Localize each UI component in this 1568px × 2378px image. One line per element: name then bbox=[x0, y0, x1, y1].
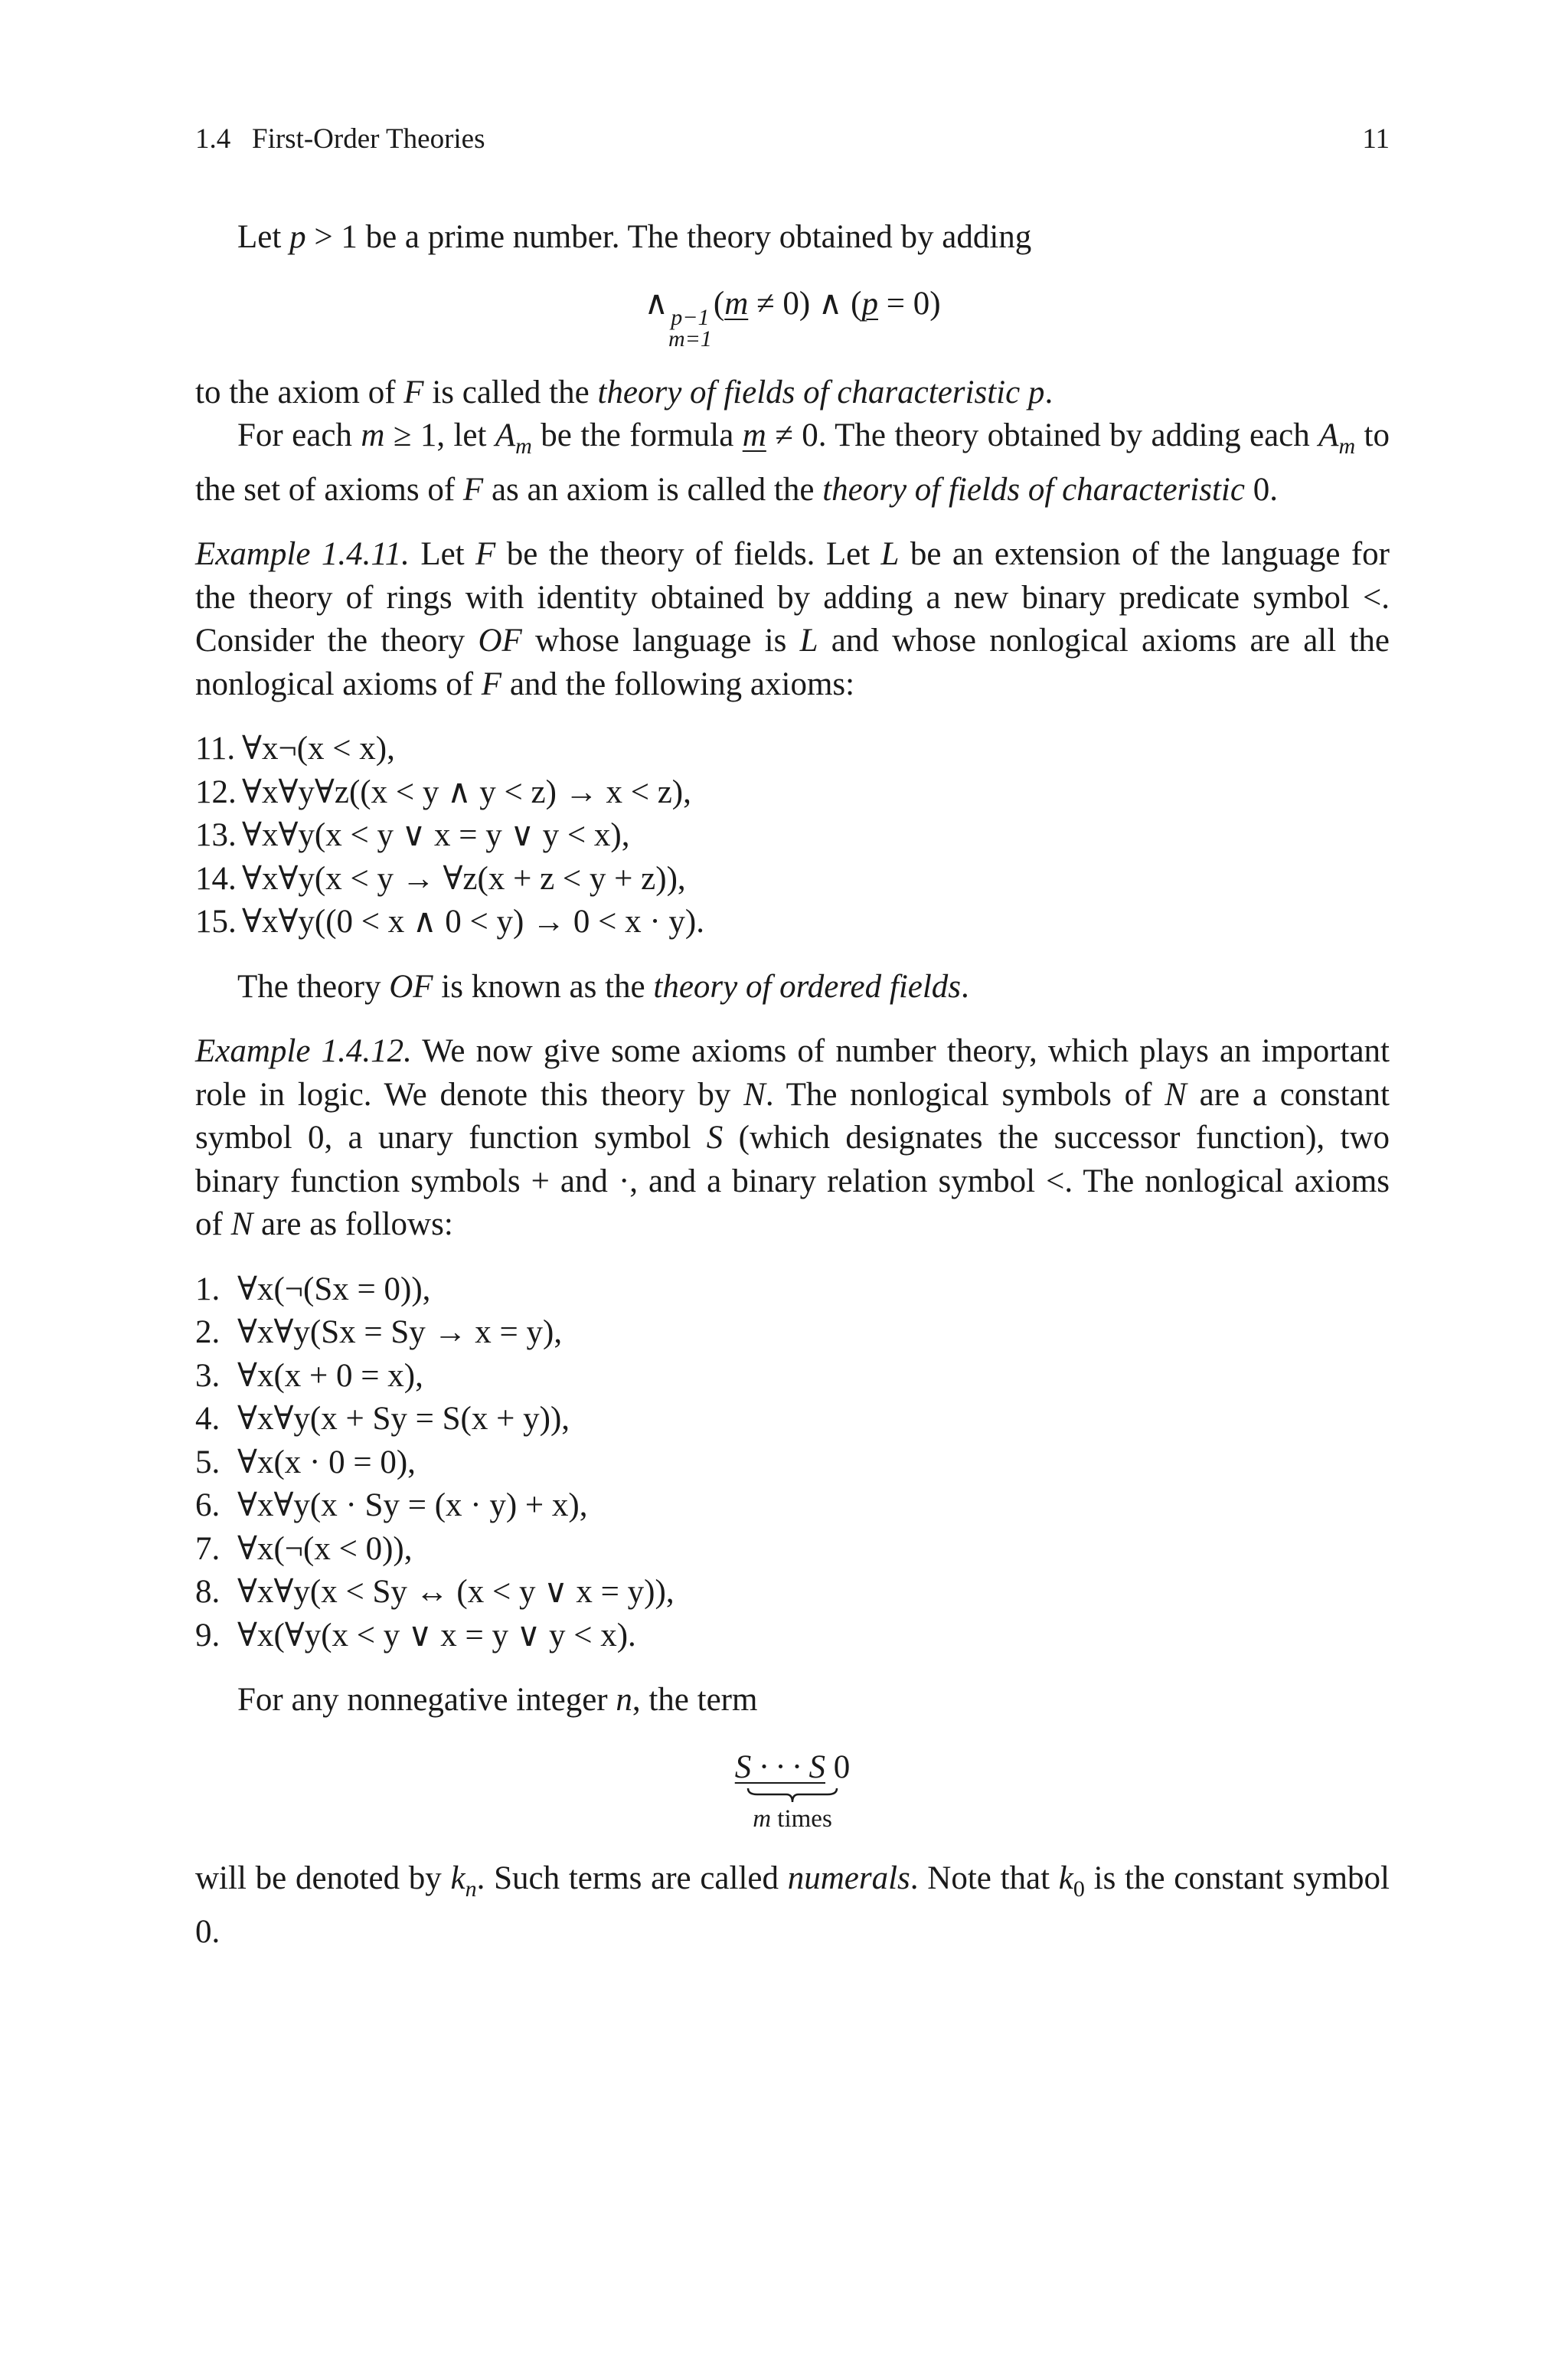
example-1-4-11: Example 1.4.11. Let F be the theory of fields. Let L be an extension of the language for the theory of rings with identity obtained by adding a new binary predicate symbol <. Consider the theory OF whose language is L and whose nonlogical axioms are all the nonlogical axioms of F and the following axioms: bbox=[195, 536, 1390, 702]
body-text bbox=[195, 216, 1390, 1954]
list-item: 12. ∀x∀y∀z((x < y ∧ y < z) → x < z), bbox=[195, 774, 691, 810]
paragraph-char-zero: For each m ≥ 1, let $A_m$ be the formula m ≠ 0. The theory obtained by adding each $A_m$ to the set of axioms of F as an axiom is called the theory of fields of characteristic 0. bbox=[195, 417, 1390, 508]
ordered-field-axioms bbox=[195, 728, 1390, 944]
list-item: 5. ∀x(x · 0 = 0), bbox=[195, 1444, 416, 1480]
example-label: Example 1.4.11. bbox=[195, 536, 410, 572]
list-item: 4. ∀x∀y(x + Sy = S(x + y)), bbox=[195, 1401, 570, 1437]
list-item: 15. ∀x∀y((0 < x ∧ 0 < y) → 0 < x · y). bbox=[195, 904, 704, 940]
list-item: 9. ∀x(∀y(x < y ∨ x = y ∨ y < x). bbox=[195, 1617, 636, 1653]
list-item: 8. ∀x∀y(x < Sy ↔ (x < y ∨ x = y)), bbox=[195, 1574, 675, 1610]
list-item: 3. ∀x(x + 0 = x), bbox=[195, 1357, 423, 1394]
example-1-4-12: Example 1.4.12. We now give some axioms of number theory, which plays an important role in logic. We denote this theory by N. The nonlogical symbols of N are a constant symbol 0, a unary function symbol S (which designates the successor function), two binary function symbols + and ·, and a binary relation symbol <. The nonlogical axioms of N are as follows: bbox=[195, 1033, 1390, 1242]
paragraph-ordered-fields: The theory OF is known as the theory of ordered fields. bbox=[237, 968, 969, 1005]
numeral-expression: S · · · S 0 bbox=[734, 1748, 851, 1785]
list-item: 1. ∀x(¬(Sx = 0)), bbox=[195, 1271, 431, 1307]
running-head bbox=[195, 123, 1390, 168]
paragraph-numerals: will be denoted by $k_n$. Such terms are called numerals. Note that $k_0$ is the constant symbol 0. bbox=[195, 1860, 1390, 1950]
number-theory-axioms bbox=[195, 1268, 1390, 1658]
list-item: 13. ∀x∀y(x < y ∨ x = y ∨ y < x), bbox=[195, 817, 630, 853]
list-item: 7. ∀x(¬(x < 0)), bbox=[195, 1530, 413, 1567]
list-item: 11. ∀x¬(x < x), bbox=[195, 731, 395, 767]
page-number: 11 bbox=[1362, 123, 1390, 155]
list-item: 2. ∀x∀y(Sx = Sy → x = y), bbox=[195, 1314, 563, 1350]
list-item: 14. ∀x∀y(x < y → ∀z(x + z < y + z)), bbox=[195, 860, 686, 897]
paragraph-char-p: to the axiom of F is called the theory of fields of characteristic p. bbox=[195, 374, 1054, 411]
display-numeral-term bbox=[195, 1748, 1390, 1834]
example-label: Example 1.4.12. bbox=[195, 1033, 412, 1069]
list-item: 6. ∀x∀y(x · Sy = (x · y) + x), bbox=[195, 1487, 588, 1523]
underbrace bbox=[746, 1787, 838, 1804]
underbrace-label: m times bbox=[753, 1804, 832, 1833]
section-title: 1.4 First-Order Theories bbox=[195, 123, 485, 155]
paragraph-prime: Let p > 1 be a prime number. The theory obtained by adding bbox=[237, 219, 1032, 255]
display-formula-characteristic: ∧ p−1 m=1 (m ≠ 0) ∧ (p = 0) bbox=[644, 285, 941, 352]
paragraph-term: For any nonnegative integer n, the term bbox=[237, 1682, 758, 1718]
